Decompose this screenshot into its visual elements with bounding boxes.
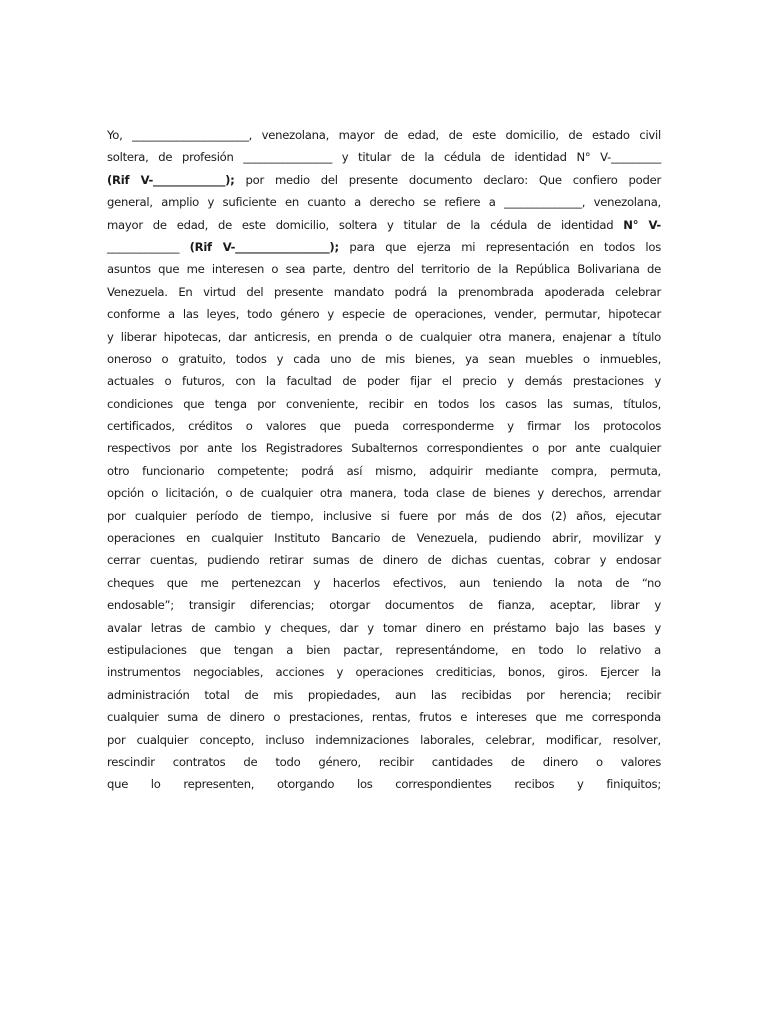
document-line: [107, 549, 661, 571]
document-line: [107, 169, 661, 191]
document-line: [107, 729, 661, 751]
document-line: [107, 415, 661, 437]
text-run: actuales o futuros, con la facultad de poder fijar el precio y demás prestaciones y: [107, 374, 661, 389]
bold-text-run: (Rif V-_____________);: [107, 172, 235, 187]
document-line: [107, 773, 661, 795]
text-run: rescindir contratos de todo género, recibir cantidades de dinero o valores: [107, 754, 661, 769]
document-line: [107, 684, 661, 706]
text-run: certificados, créditos o valores que pueda corresponderme y firmar los protocolos: [107, 419, 661, 434]
document-line: [107, 348, 661, 370]
text-run: por cualquier período de tiempo, inclusive si fuere por más de dos (2) años, ejecutar: [107, 508, 661, 523]
text-run: cualquier suma de dinero o prestaciones, rentas, frutos e intereses que me corresponda: [107, 710, 661, 725]
text-run: administración total de mis propiedades, aun las recibidas por herencia; recibir: [107, 687, 661, 702]
document-line: [107, 505, 661, 527]
document-line: [107, 326, 661, 348]
document-line: [107, 281, 661, 303]
text-run: _____________: [107, 239, 190, 254]
document-line: [107, 124, 661, 146]
text-run: para que ejerza mi representación en todos los: [338, 239, 662, 254]
document-line: [107, 214, 661, 236]
document-line: [107, 482, 661, 504]
text-run: estipulaciones que tengan a bien pactar, representándome, en todo lo relativo a: [107, 642, 661, 657]
text-run: instrumentos negociables, acciones y operaciones crediticias, bonos, giros. Ejercer la: [107, 665, 661, 680]
document-line: [107, 191, 661, 213]
document-line: [107, 146, 661, 168]
document-line: [107, 437, 661, 459]
bold-text-run: (Rif V-_________________);: [189, 239, 339, 254]
text-run: por cualquier concepto, incluso indemnizaciones laborales, celebrar, modificar, resolver,: [107, 732, 661, 747]
document-line: [107, 393, 661, 415]
bold-text-run: N° V-: [623, 217, 661, 232]
text-run: operaciones en cualquier Instituto Bancario de Venezuela, pudiendo abrir, movilizar y: [107, 531, 661, 546]
text-run: soltera, de profesión ________________ y titular de la cédula de identidad N° V-_________: [107, 150, 661, 165]
document-line: [107, 303, 661, 325]
text-run: que lo representen, otorgando los correspondientes recibos y finiquitos;: [107, 777, 661, 792]
document-line: [107, 370, 661, 392]
document-line: [107, 572, 661, 594]
document-line: [107, 751, 661, 773]
text-run: conforme a las leyes, todo género y especie de operaciones, vender, permutar, hipotecar: [107, 307, 661, 322]
document-line: [107, 639, 661, 661]
document-line: [107, 594, 661, 616]
text-run: avalar letras de cambio y cheques, dar y tomar dinero en préstamo bajo las bases y: [107, 620, 661, 635]
text-run: respectivos por ante los Registradores Subalternos correspondientes o por ante cualquier: [107, 441, 661, 456]
text-run: general, amplio y suficiente en cuanto a derecho se refiere a ______________, venezolana,: [107, 195, 661, 210]
text-run: endosable”; transigir diferencias; otorgar documentos de fianza, aceptar, librar y: [107, 598, 661, 613]
text-run: oneroso o gratuito, todos y cada uno de mis bienes, ya sean muebles o inmuebles,: [107, 351, 661, 366]
text-run: condiciones que tenga por conveniente, recibir en todos los casos las sumas, títulos,: [107, 396, 661, 411]
text-run: y liberar hipotecas, dar anticresis, en prenda o de cualquier otra manera, enajenar a título: [107, 329, 661, 344]
power-of-attorney-text: [107, 124, 661, 796]
document-line: [107, 527, 661, 549]
document-line: [107, 236, 661, 258]
text-run: cheques que me pertenezcan y hacerlos efectivos, aun teniendo la nota de “no: [107, 575, 661, 590]
document-line: [107, 258, 661, 280]
text-run: cerrar cuentas, pudiendo retirar sumas de dinero de dichas cuentas, cobrar y endosar: [107, 553, 661, 568]
text-run: por medio del presente documento declaro: Que confiero poder: [234, 172, 662, 187]
document-line: [107, 661, 661, 683]
text-run: asuntos que me interesen o sea parte, dentro del territorio de la República Bolivariana de: [107, 262, 661, 277]
document-line: [107, 460, 661, 482]
document-line: [107, 706, 661, 728]
text-run: mayor de edad, de este domicilio, soltera y titular de la cédula de identidad: [107, 217, 624, 232]
text-run: otro funcionario competente; podrá así mismo, adquirir mediante compra, permuta,: [107, 463, 661, 478]
document-line: [107, 617, 661, 639]
text-run: opción o licitación, o de cualquier otra manera, toda clase de bienes y derechos, arrendar: [107, 486, 661, 501]
text-run: Yo, _____________________, venezolana, mayor de edad, de este domicilio, de estado civil: [107, 128, 661, 142]
text-run: Venezuela. En virtud del presente mandato podrá la prenombrada apoderada celebrar: [107, 284, 661, 299]
